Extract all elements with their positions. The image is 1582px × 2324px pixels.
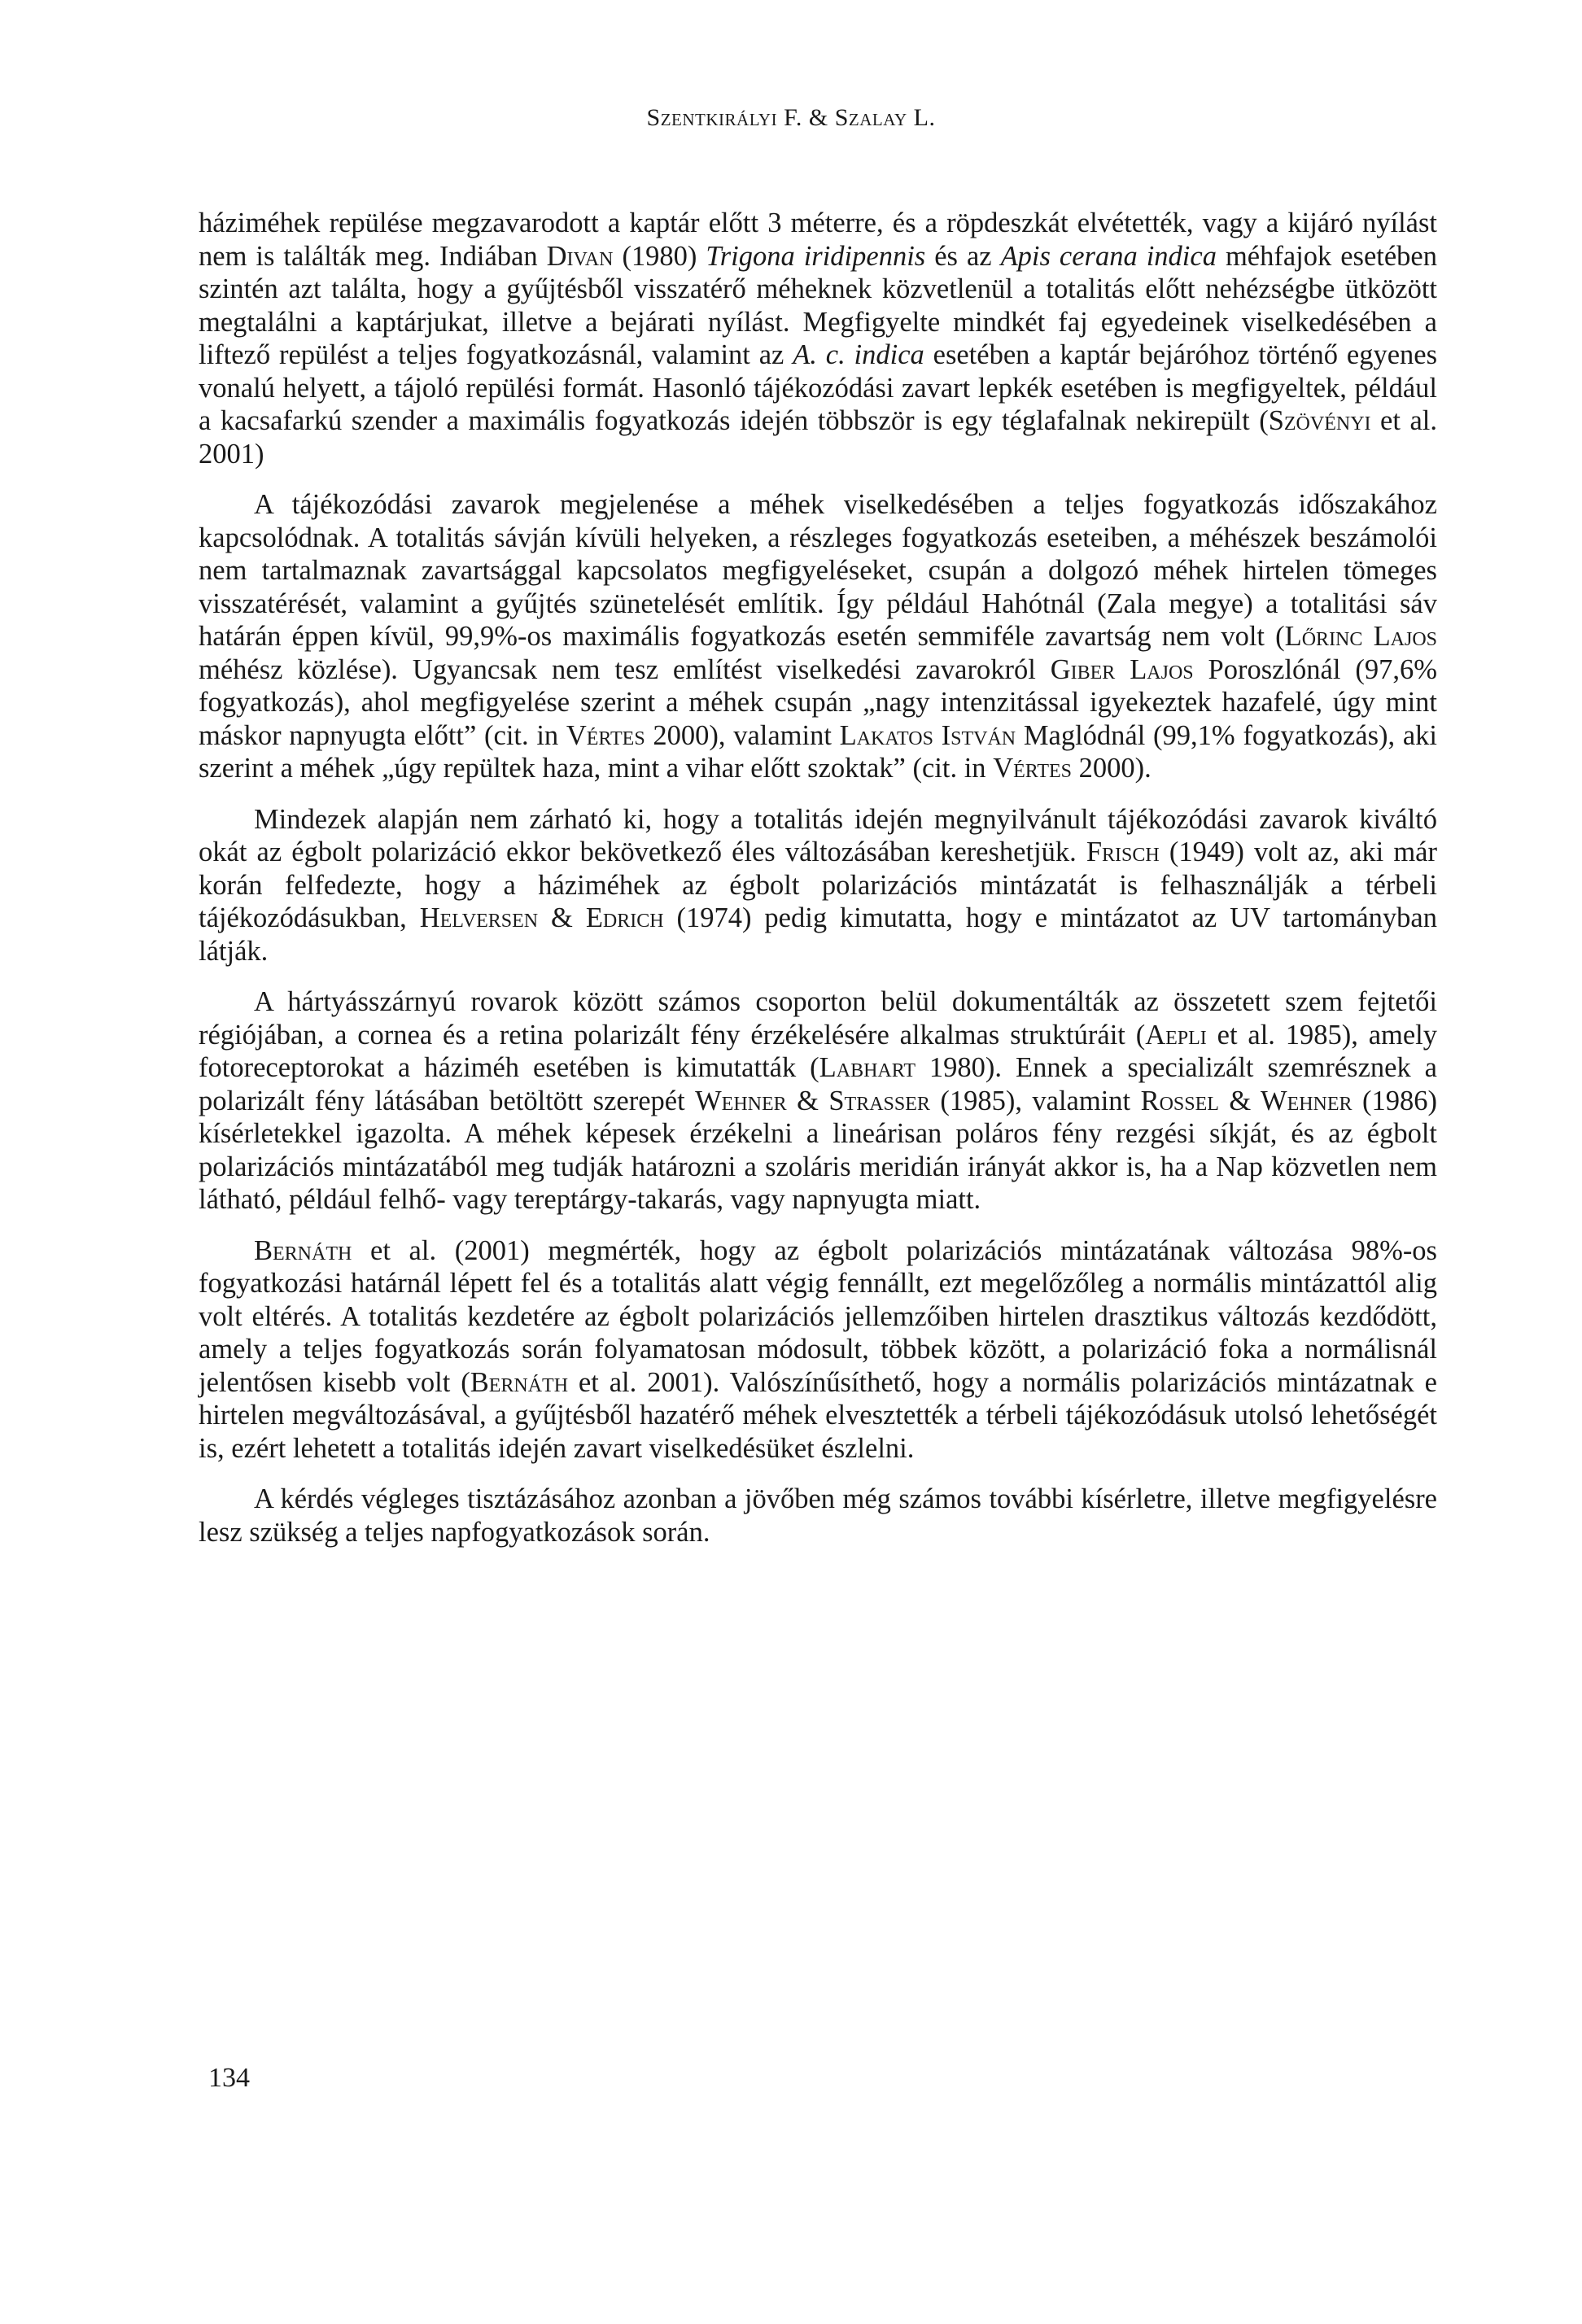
author-name: Bernáth — [470, 1366, 569, 1398]
text-run: et al. 1985), amely fotoreceptorokat a háziméh esetében is kimutatták ( — [199, 1019, 1437, 1083]
text-run: Poroszlónál (97,6% fogyatkozás), ahol megfigyelése szerint a méhek csupán „nagy intenzitással igyekeztek hazafelé, úgy mint máskor napnyugta előtt” (cit. in — [199, 653, 1437, 751]
text-run: et al. 2001) — [199, 405, 1437, 470]
author-name: Aepli — [1145, 1019, 1207, 1051]
text-run: et al. (2001) megmérték, hogy az égbolt polarizációs mintázatának változása 98%-os fogyatkozási határnál lépett fel és a totalitás alatt végig fennállt, ezt megelőzőleg a normális mintázattól alig volt eltérés. A totalitás kezdetére az égbolt polarizációs jellemzőiben hirtelen drasztikus változás kezdődött, amely a teljes fogyatkozás során folyamatosan módosult, többek között, a polarizáció foka a normálisnál jelentősen kisebb volt ( — [199, 1234, 1437, 1398]
text-run: Mindezek alapján nem zárható ki, hogy a totalitás idején megnyilvánult tájékozódási zavarok kiváltó okát az égbolt polarizáció ekkor bekövetkező éles változásában kereshetjük. — [199, 803, 1437, 867]
paragraph — [199, 1234, 1437, 1466]
text-run: (1985), valamint — [929, 1085, 1141, 1116]
text-run: Maglódnál (99,1% fogyatkozás), aki szerint a méhek „úgy repültek haza, mint a vihar előtt szoktak” (cit. in — [199, 719, 1437, 784]
author-name: Giber Lajos — [1050, 653, 1194, 685]
paragraph — [199, 488, 1437, 785]
text-run: A tájékozódási zavarok megjelenése a méhek viselkedésében a teljes fogyatkozás időszakához kapcsolódnak. A totalitás sávján kívüli helyeken, a részleges fogyatkozás eseteiben, a méhészek beszámolói nem tartalmaznak zavartsággal kapcsolatos megfigyeléseket, csupán a dolgozó méhek hirtelen tömeges visszatérését, valamint a gyűjtés szünetelését említik. Így például Hahótnál (Zala megye) a totalitási sáv határán éppen kívül, 99,9%-os maximális fogyatkozás esetén semmiféle zavartság nem volt ( — [199, 489, 1437, 652]
author-name: Frisch — [1086, 837, 1160, 867]
italic-term: A. c. indica — [793, 339, 924, 370]
text-run: A hártyásszárnyú rovarok között számos csoporton belül dokumentálták az összetett szem fejtetői régiójában, a cornea és a retina polarizált fény érzékelésére alkalmas struktúráit ( — [199, 986, 1437, 1051]
text-run: 1980). Ennek a specializált szemrésznek a polarizált fény látásában betöltött szerepét — [199, 1052, 1437, 1116]
text-run: A kérdés végleges tisztázásához azonban a jövőben még számos további kísérletre, illetve megfigyelésre lesz szükség a teljes napfogyatkozások során. — [199, 1483, 1437, 1548]
text-run: és az — [925, 240, 1001, 272]
text-run: 2000). — [1072, 753, 1152, 784]
paragraph — [199, 207, 1437, 470]
author-name: Vértes — [993, 753, 1072, 784]
paragraph — [199, 803, 1437, 968]
author-name: Rossel & Wehner — [1140, 1085, 1353, 1116]
author-name: Szövényi — [1268, 405, 1371, 436]
text-run: (1949) volt az, aki már korán felfedezte, hogy a háziméhek az égbolt polarizációs mintázatát is felhasználják a térbeli tájékozódásukban, — [199, 837, 1437, 933]
text-run: esetében a kaptár bejáróhoz történő egyenes vonalú helyett, a tájoló repülési formát. Hasonló tájékozódási zavart lepkék esetében is megfigyeltek, például a kacsafarkú szender a maximális fogyatkozás idején többször is egy téglafalnak nekirepült ( — [199, 339, 1437, 436]
author-name: Labhart — [819, 1052, 916, 1083]
author-name: Divan — [546, 240, 614, 272]
paragraph — [199, 985, 1437, 1217]
author-name: Wehner & Strasser — [695, 1085, 930, 1116]
paragraph — [199, 1483, 1437, 1549]
author-name: Helversen & Edrich — [419, 902, 664, 933]
text-run: 2000), valamint — [645, 719, 840, 751]
author-name: Vértes — [566, 719, 645, 751]
text-run: méhész közlése). Ugyancsak nem tesz említést viselkedési zavarokról — [199, 653, 1051, 685]
body-text — [199, 207, 1437, 1566]
text-run: háziméhek repülése megzavarodott a kaptár előtt 3 méterre, és a röpdeszkát elvétették, vagy a kijáró nyílást nem is találták meg. Indiában — [199, 208, 1437, 272]
author-name: Bernáth — [254, 1234, 352, 1266]
author-name: Lakatos István — [839, 719, 1016, 751]
author-name: Lőrinc Lajos — [1284, 621, 1437, 652]
text-run: méhfajok esetében szintén azt találta, hogy a gyűjtésből visszatérő méheknek közvetlenül a totalitás előtt nehézségbe ütközött megtalálni a kaptárjukat, illetve a bejárati nyílást. Megfigyelte mindkét faj egyedeinek viselkedésében a liftező repülést a teljes fogyatkozásnál, valamint az — [199, 240, 1437, 370]
running-header: Szentkirályi F. & Szalay L. — [646, 104, 936, 131]
italic-term: Trigona iridipennis — [706, 240, 926, 272]
text-run: (1974) pedig kimutatta, hogy e mintázatot az UV tartományban látják. — [199, 902, 1437, 967]
text-run: et al. 2001). Valószínűsíthető, hogy a normális polarizációs mintázatnak e hirtelen megváltozásával, a gyűjtésből hazatérő méhek elvesztették a térbeli tájékozódásuk utolsó lehetőségét is, ezért lehetett a totalitás idején zavart viselkedésüket észlelni. — [199, 1366, 1437, 1464]
text-run: (1986) kísérletekkel igazolta. A méhek képesek érzékelni a lineárisan poláros fény rezgési síkját, és az égbolt polarizációs mintázatából meg tudják határozni a szoláris meridián irányát akkor is, ha a Nap közvetlen nem látható, például felhő- vagy tereptárgy-takarás, vagy napnyugta miatt. — [199, 1085, 1437, 1215]
page-number: 134 — [208, 2063, 250, 2093]
italic-term: Apis cerana indica — [1000, 240, 1217, 272]
text-run: (1980) — [613, 240, 706, 272]
